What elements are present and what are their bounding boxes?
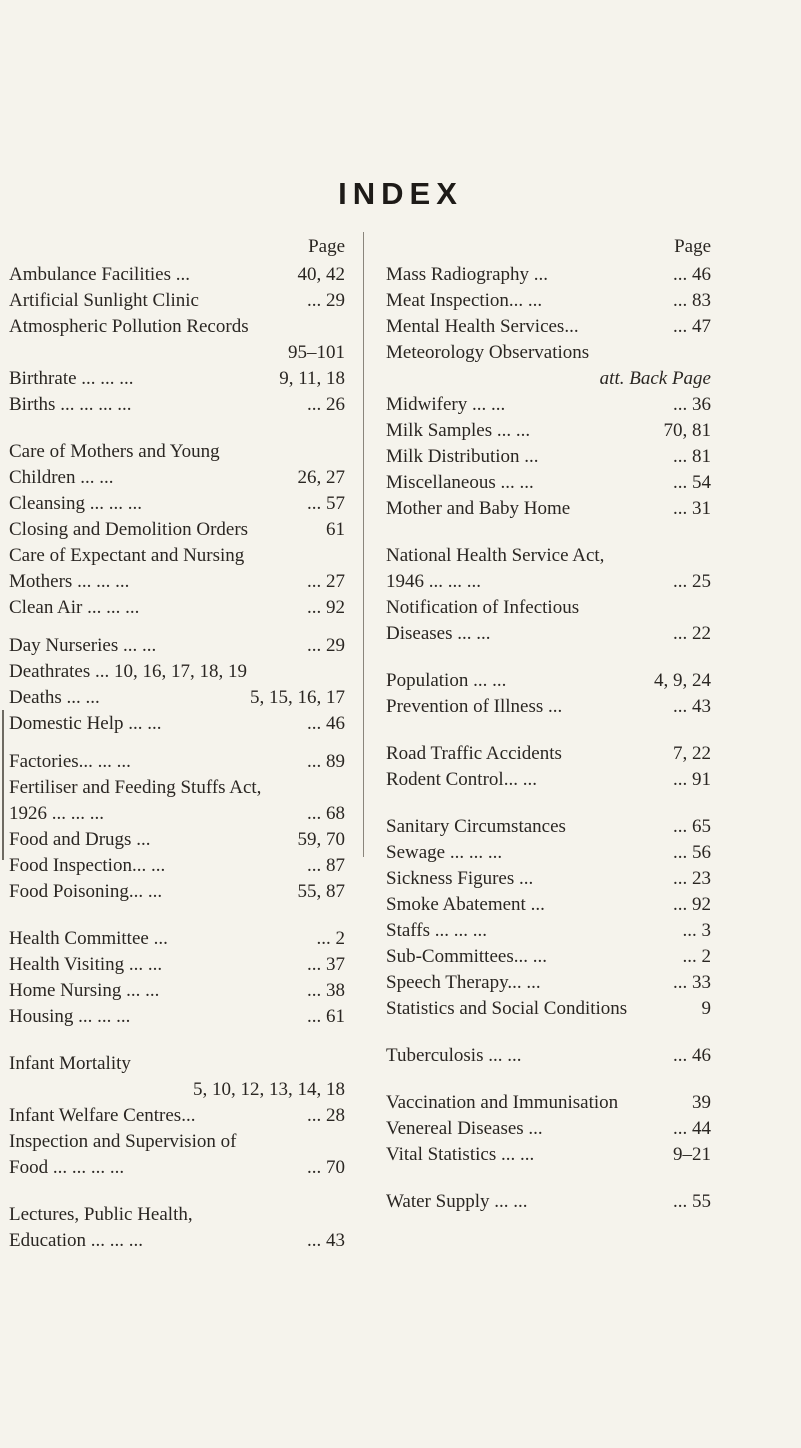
index-entry: Midwifery ... ... ... 36: [386, 394, 711, 415]
index-entry: Food and Drugs ... 59, 70: [9, 829, 345, 850]
index-entry: Speech Therapy... ... ... 33: [386, 972, 711, 993]
index-entry: Sub-Committees... ... ... 2: [386, 946, 711, 967]
index-entry: Housing ... ... ... ... 61: [9, 1006, 345, 1027]
index-entry: Food Inspection... ... ... 87: [9, 855, 345, 876]
index-entry: Births ... ... ... ... ... 26: [9, 394, 345, 415]
index-entry: Ambulance Facilities ... 40, 42: [9, 264, 345, 285]
index-entry: Care of Expectant and Nursing Mothers ... ... ... ... 27: [9, 545, 345, 592]
index-title: INDEX: [338, 176, 463, 211]
index-entry: Rodent Control... ... ... 91: [386, 769, 711, 790]
index-entry: Mother and Baby Home ... 31: [386, 498, 711, 519]
index-entry: Prevention of Illness ... ... 43: [386, 696, 711, 717]
index-entry: Health Visiting ... ... ... 37: [9, 954, 345, 975]
index-entry: Mass Radiography ... ... 46: [386, 264, 711, 285]
index-entry: Domestic Help ... ... ... 46: [9, 713, 345, 734]
index-entry: Mental Health Services... ... 47: [386, 316, 711, 337]
index-entry: Statistics and Social Conditions 9: [386, 998, 711, 1019]
index-entry: Notification of Infectious Diseases ... ... ... 22: [386, 597, 711, 644]
page-column-header: Page: [308, 236, 345, 257]
index-entry: Health Committee ... ... 2: [9, 928, 345, 949]
index-entry: Factories... ... ... ... 89: [9, 751, 345, 772]
index-entry: Meat Inspection... ... ... 83: [386, 290, 711, 311]
index-entry: Closing and Demolition Orders 61: [9, 519, 345, 540]
index-entry: Clean Air ... ... ... ... 92: [9, 597, 345, 618]
index-entry: Water Supply ... ... ... 55: [386, 1191, 711, 1212]
index-entry: Deaths ... ... 5, 15, 16, 17: [9, 687, 345, 708]
index-left-column: [9, 232, 345, 1254]
index-entry: Care of Mothers and Young Children ... ... 26, 27: [9, 441, 345, 488]
index-entry: Sickness Figures ... ... 23: [386, 868, 711, 889]
index-entry: Road Traffic Accidents 7, 22: [386, 743, 711, 764]
index-entry: Birthrate ... ... ... 9, 11, 18: [9, 368, 345, 389]
index-entry: Miscellaneous ... ... ... 54: [386, 472, 711, 493]
index-entry: Infant Mortality 5, 10, 12, 13, 14, 18: [9, 1053, 345, 1100]
margin-line: [2, 710, 4, 860]
index-entry: Population ... ... 4, 9, 24: [386, 670, 711, 691]
index-entry: Home Nursing ... ... ... 38: [9, 980, 345, 1001]
index-entry: Lectures, Public Health, Education ... ... ... ... 43: [9, 1204, 345, 1251]
index-entry: Milk Distribution ... ... 81: [386, 446, 711, 467]
index-entry: Infant Welfare Centres... ... 28: [9, 1105, 345, 1126]
index-right-column: [386, 232, 711, 1215]
index-entry: Artificial Sunlight Clinic ... 29: [9, 290, 345, 311]
index-entry: Venereal Diseases ... ... 44: [386, 1118, 711, 1139]
index-entry: Meteorology Observations att. Back Page: [386, 342, 711, 389]
index-entry: Sanitary Circumstances ... 65: [386, 816, 711, 837]
index-entry: Vital Statistics ... ... 9–21: [386, 1144, 711, 1165]
index-entry: Food Poisoning... ... 55, 87: [9, 881, 345, 902]
index-entry: Day Nurseries ... ... ... 29: [9, 635, 345, 656]
index-entry: Deathrates ... 10, 16, 17, 18, 19: [9, 661, 247, 682]
column-divider: [363, 232, 364, 857]
index-entry: Smoke Abatement ... ... 92: [386, 894, 711, 915]
index-entry: National Health Service Act, 1946 ... ... ... ... 25: [386, 545, 711, 592]
index-entry: Atmospheric Pollution Records 95–101: [9, 316, 345, 363]
index-entry: Inspection and Supervision of Food ... ... ... ... ... 70: [9, 1131, 345, 1178]
index-entry: Sewage ... ... ... ... 56: [386, 842, 711, 863]
index-entry: Tuberculosis ... ... ... 46: [386, 1045, 711, 1066]
index-entry: Milk Samples ... ... 70, 81: [386, 420, 711, 441]
index-entry: Staffs ... ... ... ... 3: [386, 920, 711, 941]
index-entry: Fertiliser and Feeding Stuffs Act, 1926 ... ... ... ... 68: [9, 777, 345, 824]
index-entry: Cleansing ... ... ... ... 57: [9, 493, 345, 514]
page-column-header: Page: [674, 236, 711, 257]
index-entry: Vaccination and Immunisation 39: [386, 1092, 711, 1113]
